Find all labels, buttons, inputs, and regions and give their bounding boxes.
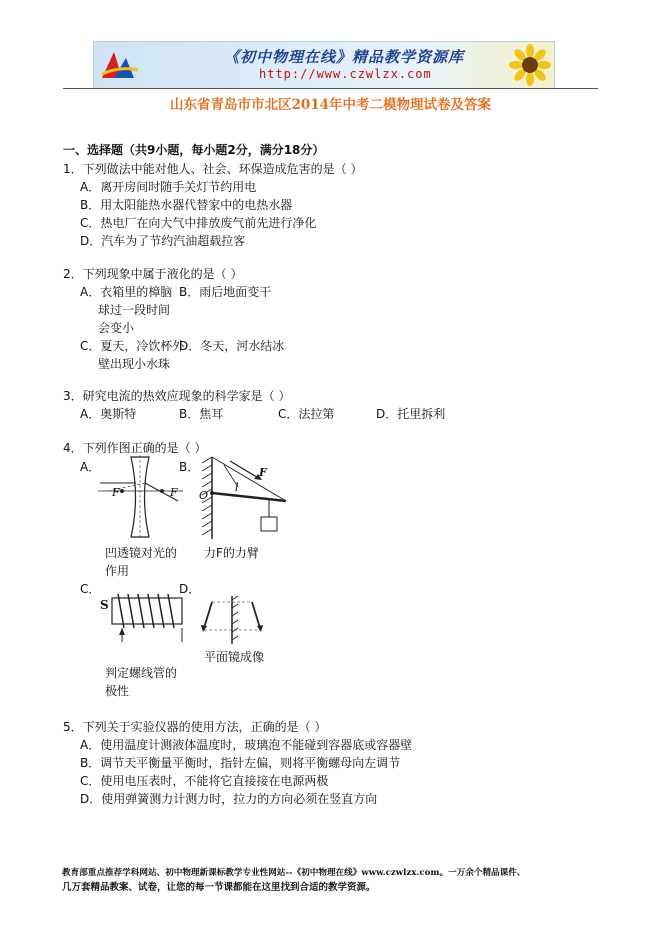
q4-caption-b: 力F的力臂 — [204, 546, 259, 560]
fig-c-label-s: S — [100, 598, 109, 612]
q4-caption-d: 平面镜成像 — [204, 650, 265, 664]
q2-option-b: B．雨后地面变干 — [179, 285, 272, 299]
banner-url: http://www.czwlzx.com — [259, 67, 432, 81]
q5-option-b: B．调节天平衡量平衡时，指针左偏，则将平衡螺母向左调节 — [80, 756, 401, 770]
q5-option-c: C．使用电压表时，不能将它直接接在电源两极 — [80, 774, 329, 788]
q4-option-d: D． — [179, 582, 201, 596]
fig-a-label-f2: F — [170, 486, 178, 499]
q1-option-a: A．离开房间时随手关灯节约用电 — [80, 180, 257, 194]
q4-option-c: C． — [80, 582, 101, 596]
q1-option-d: D．汽车为了节约汽油超载拉客 — [80, 234, 246, 248]
q1-option-b: B．用太阳能热水器代替家中的电热水器 — [80, 198, 293, 212]
q3-option-a: A．奥斯特 — [80, 407, 137, 421]
q4-caption-a: 凹透镜对光的 — [105, 546, 178, 560]
sunflower-icon — [510, 45, 550, 85]
q4-caption-c: 判定螺线管的 — [105, 666, 178, 680]
q3-stem: 3．研究电流的热效应现象的科学家是（ ） — [63, 389, 291, 403]
fig-b-label-l: l — [235, 481, 239, 494]
q3-option-c: C．法拉第 — [278, 407, 335, 421]
q3-option-b: B．焦耳 — [179, 407, 224, 421]
q5-option-a: A．使用温度计测液体温度时，玻璃泡不能碰到容器底或容器壁 — [80, 738, 413, 752]
q4-caption-c-cont: 极性 — [105, 684, 130, 698]
header-rule — [63, 88, 598, 89]
footer-line-1: 教育部重点推荐学科网站、初中物理新课标教学专业性网站--《初中物理在线》www.czwlzx.com。一万余个精品课件、 — [62, 868, 526, 878]
plane-mirror-diagram — [200, 594, 270, 646]
q2-option-d: D．冬天，河水结冰 — [179, 339, 285, 353]
header-banner — [93, 41, 555, 89]
q2-option-c: C．夏天，冷饮杯外 — [80, 339, 185, 353]
q1-stem: 1．下列做法中能对他人、社会、环保造成危害的是（ ） — [63, 162, 363, 176]
q5-stem: 5．下列关于实验仪器的使用方法，正确的是（ ） — [63, 720, 327, 734]
q4-option-b: B． — [179, 460, 200, 474]
q4-option-a: A． — [80, 460, 101, 474]
document-title: 山东省青岛市市北区2014年中考二模物理试卷及答案 — [169, 97, 492, 113]
fig-b-label-f: F — [259, 466, 267, 479]
q2-option-a-cont2: 会变小 — [98, 321, 135, 335]
footer-line-2: 几万套精品教案、试卷，让您的每一节课都能在这里找到合适的教学资源。 — [62, 882, 376, 893]
solenoid-diagram — [98, 590, 188, 645]
site-logo-icon — [100, 48, 140, 82]
fig-a-label-f: F — [112, 486, 120, 499]
banner-title: 《初中物理在线》精品教学资源库 — [224, 48, 465, 66]
q2-option-c-cont: 壁出现小水珠 — [98, 357, 171, 371]
q1-option-c: C．热电厂在向大气中排放废气前先进行净化 — [80, 216, 317, 230]
q4-stem: 4．下列作图正确的是（ ） — [63, 441, 207, 455]
lever-force-diagram — [200, 455, 295, 540]
q3-option-d: D．托里拆利 — [376, 407, 446, 421]
section-header: 一、选择题（共9小题，每小题2分，满分18分） — [63, 143, 325, 157]
q2-option-a-cont: 球过一段时间 — [98, 303, 171, 317]
q2-option-a: A．衣箱里的樟脑 — [80, 285, 173, 299]
fig-b-label-o: O — [199, 489, 209, 502]
q4-caption-a-cont: 作用 — [105, 564, 130, 578]
q5-option-d: D．使用弹簧测力计测力时，拉力的方向必须在竖直方向 — [80, 792, 378, 806]
q2-stem: 2．下列现象中属于液化的是（ ） — [63, 267, 243, 281]
